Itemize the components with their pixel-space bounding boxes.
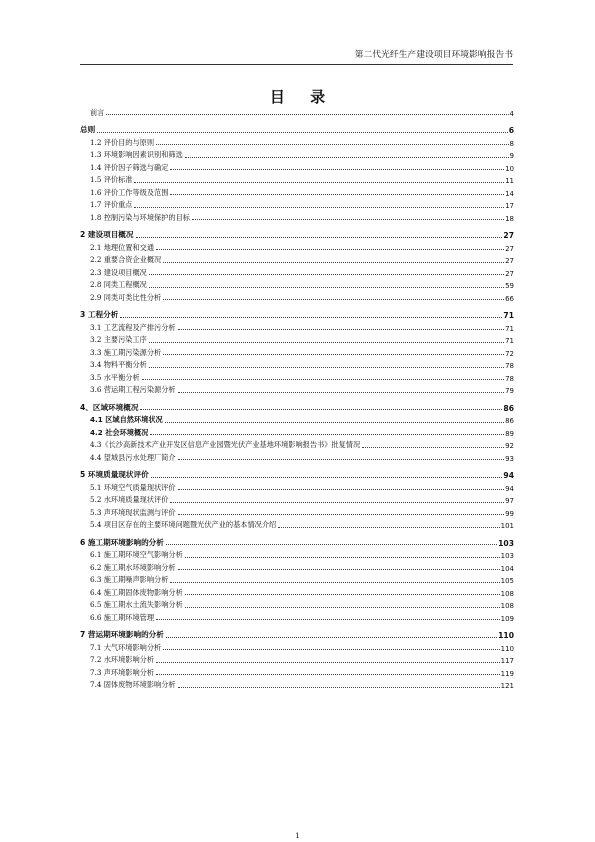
toc-section-entry[interactable]: [80, 610, 514, 623]
toc-entry-page: 66: [505, 294, 514, 303]
toc-entry-page: 89: [505, 429, 514, 438]
toc-section-entry[interactable]: [80, 290, 514, 303]
toc-entry-label: 3 工程分析: [80, 310, 119, 319]
dot-leader: [185, 557, 500, 558]
toc-entry-label: 5.2 水环境质量现状评价: [90, 495, 169, 504]
dot-leader: [185, 157, 509, 158]
toc-entry-label: 2.3 建设项目概况: [90, 267, 147, 277]
dot-leader: [156, 674, 500, 675]
dot-leader: [178, 687, 500, 688]
toc-section-entry[interactable]: [80, 105, 514, 118]
toc-entry-label: 2.8 同类工程概况: [90, 280, 147, 289]
toc-entry-label: 5.1 环境空气质量现状评价: [90, 482, 176, 492]
toc-entry-label: 7.2 水环境影响分析: [90, 655, 155, 664]
dot-leader: [156, 662, 500, 663]
toc-section-entry[interactable]: [80, 210, 514, 223]
dot-leader: [149, 287, 504, 288]
dot-leader: [362, 447, 504, 448]
toc-entry-page: 27: [505, 257, 514, 265]
toc-entry-page: 119: [500, 669, 514, 678]
toc-entry-page: 104: [500, 564, 514, 573]
toc-entry-label: 1.8 控制污染与环境保护的目标: [90, 212, 190, 222]
toc-entry-label: 6.2 施工期水环境影响分析: [90, 562, 176, 572]
toc-entry-label: 6.5 施工期水土流失影响分析: [90, 600, 183, 609]
toc-entry-page: 18: [505, 214, 514, 223]
toc-entry-label: 2.9 同类可类比性分析: [90, 292, 162, 302]
toc-section-entry[interactable]: [80, 173, 514, 186]
toc-entry-page: 27: [505, 244, 514, 253]
toc-entry-label: 5 环境质量现状评价: [80, 470, 149, 479]
toc-entry-label: 3.3 施工期污染源分析: [90, 347, 162, 357]
dot-leader: [170, 194, 504, 195]
toc-entry-label: 1.5 评价标准: [90, 175, 133, 184]
toc-entry-page: 109: [500, 614, 514, 623]
toc-section-entry[interactable]: [80, 665, 514, 678]
toc-entry-page: 78: [505, 374, 514, 383]
table-of-contents: [80, 105, 514, 690]
running-header: [80, 48, 513, 65]
toc-chapter-entry[interactable]: [80, 228, 514, 241]
page-footer: [0, 831, 595, 840]
toc-entry-page: 79: [505, 387, 514, 395]
toc-entry-page: 71: [505, 337, 514, 345]
toc-chapter-entry[interactable]: [80, 628, 514, 641]
dot-leader: [149, 342, 504, 343]
dot-leader: [192, 219, 504, 220]
toc-entry-label: 5.3 声环境现状监测与评价: [90, 507, 176, 517]
toc-entry-page: 14: [505, 189, 514, 198]
toc-chapter-entry[interactable]: [80, 308, 514, 321]
dot-leader: [278, 527, 499, 528]
toc-chapter-entry[interactable]: [80, 468, 514, 481]
toc-entry-page: 71: [503, 311, 514, 320]
dot-leader: [156, 619, 500, 620]
toc-entry-label: 3.6 营运期工程污染源分析: [90, 385, 176, 394]
toc-entry-page: 59: [505, 282, 514, 290]
toc-section-entry[interactable]: [80, 560, 514, 573]
toc-entry-label: 4.4 望城县污水处理厂简介: [90, 452, 176, 462]
toc-entry-label: 总则: [80, 125, 96, 134]
toc-section-entry[interactable]: [80, 253, 514, 266]
toc-entry-label: 6.4 施工期固体废物影响分析: [90, 587, 183, 597]
toc-section-entry[interactable]: [80, 265, 514, 278]
toc-section-entry[interactable]: [80, 358, 514, 371]
toc-section-entry[interactable]: [80, 518, 514, 531]
toc-entry-page: 94: [505, 484, 514, 493]
dot-leader: [165, 422, 504, 423]
toc-entry-label: 2 建设项目概况: [80, 230, 134, 239]
dot-leader: [166, 544, 497, 545]
toc-entry-page: 86: [505, 417, 514, 425]
toc-entry-label: 7 营运期环境影响的分析: [80, 630, 164, 639]
dot-leader: [178, 514, 504, 515]
toc-entry-label: 2.1 地理位置和交通: [90, 242, 155, 252]
toc-entry-page: 103: [500, 552, 514, 560]
toc-entry-page: 6: [508, 126, 514, 135]
toc-section-entry[interactable]: [80, 240, 514, 253]
dot-leader: [163, 649, 499, 650]
dot-leader: [97, 132, 508, 133]
toc-entry-page: 97: [505, 497, 514, 505]
toc-entry-label: 4.2 社会环境概况: [90, 427, 149, 437]
dot-leader: [166, 637, 497, 638]
dot-leader: [140, 409, 502, 410]
toc-section-entry[interactable]: [80, 598, 514, 611]
dot-leader: [150, 434, 504, 435]
toc-entry-label: 1.7 评价重点: [90, 200, 133, 209]
dot-leader: [106, 114, 508, 115]
toc-entry-page: 108: [500, 602, 514, 610]
dot-leader: [156, 249, 504, 250]
toc-section-entry[interactable]: [80, 148, 514, 161]
toc-entry-label: 6.1 施工期环境空气影响分析: [90, 550, 183, 559]
toc-entry-page: 9: [509, 152, 514, 160]
toc-entry-page: 10: [505, 164, 514, 173]
toc-section-entry[interactable]: [80, 198, 514, 211]
toc-entry-label: 6 施工期环境影响的分析: [80, 537, 164, 547]
toc-entry-label: 1.2 评价目的与原则: [90, 137, 155, 147]
dot-leader: [142, 379, 504, 380]
dot-leader: [149, 367, 504, 368]
toc-chapter-entry[interactable]: [80, 123, 514, 136]
toc-entry-page: 110: [500, 644, 514, 653]
dot-leader: [120, 317, 502, 318]
dot-leader: [134, 182, 504, 183]
toc-section-entry[interactable]: [80, 548, 514, 561]
page-title: 目 录: [269, 88, 336, 106]
dot-leader: [178, 569, 500, 570]
toc-section-entry[interactable]: [80, 653, 514, 666]
page-number: 1: [295, 831, 300, 840]
dot-leader: [149, 274, 504, 275]
dot-leader: [170, 582, 499, 583]
dot-leader: [178, 392, 504, 393]
dot-leader: [136, 237, 503, 238]
toc-section-entry[interactable]: [80, 345, 514, 358]
toc-entry-label: 6.3 施工期噪声影响分析: [90, 575, 169, 584]
toc-entry-label: 4.3《长沙高新技术产业开发区信息产业园暨光伏产业基地环境影响报告书》批复情况: [90, 440, 361, 449]
toc-entry-label: 4.1 区域自然环境状况: [90, 415, 163, 424]
toc-entry-label: 前言: [90, 107, 105, 117]
toc-entry-page: 4: [509, 109, 514, 118]
toc-entry-label: 5.4 项目区存在的主要环境问题暨光伏产业的基本情况介绍: [90, 520, 277, 529]
toc-section-entry[interactable]: [80, 505, 514, 518]
toc-entry-page: 94: [503, 471, 514, 480]
dot-leader: [170, 502, 504, 503]
toc-section-entry[interactable]: [80, 185, 514, 198]
toc-entry-page: 121: [500, 682, 514, 690]
dot-leader: [134, 207, 504, 208]
toc-section-entry[interactable]: [80, 585, 514, 598]
toc-entry-label: 7.4 固体废物环境影响分析: [90, 680, 176, 689]
header-title: 第二代光纤生产建设项目环境影响报告书: [354, 50, 513, 60]
dot-leader: [163, 299, 504, 300]
dot-leader: [178, 459, 504, 460]
toc-entry-page: 17: [505, 202, 514, 210]
toc-entry-page: 8: [509, 139, 514, 148]
toc-entry-page: 27: [505, 269, 514, 278]
toc-section-entry[interactable]: [80, 493, 514, 506]
toc-entry-page: 105: [500, 577, 514, 585]
toc-section-entry[interactable]: [80, 438, 514, 451]
toc-entry-page: 92: [505, 442, 514, 450]
toc-entry-page: 86: [503, 403, 514, 413]
toc-entry-page: 99: [505, 509, 514, 518]
toc-entry-label: 1.3 环境影响因素识别和筛选: [90, 150, 183, 159]
toc-entry-label: 3.5 水平衡分析: [90, 372, 140, 382]
toc-chapter-entry[interactable]: [80, 535, 514, 548]
toc-section-entry[interactable]: [80, 333, 514, 346]
dot-leader: [163, 262, 504, 263]
dot-leader: [163, 354, 504, 355]
dot-leader: [178, 329, 504, 330]
dot-leader: [185, 607, 500, 608]
toc-entry-label: 3.4 物料平衡分析: [90, 360, 147, 369]
toc-entry-label: 1.4 评价因子筛选与确定: [90, 162, 169, 172]
toc-section-entry[interactable]: [80, 160, 514, 173]
toc-entry-page: 71: [505, 324, 514, 333]
toc-entry-label: 3.1 工艺流程及产排污分析: [90, 322, 176, 332]
dot-leader: [156, 144, 509, 145]
dot-leader: [170, 169, 504, 170]
toc-section-entry[interactable]: [80, 383, 514, 396]
toc-entry-page: 27: [503, 231, 514, 240]
toc-entry-page: 110: [498, 631, 514, 640]
toc-section-entry[interactable]: [80, 370, 514, 383]
toc-entry-label: 7.3 声环境影响分析: [90, 667, 155, 677]
toc-section-entry[interactable]: [80, 278, 514, 291]
toc-section-entry[interactable]: [80, 678, 514, 691]
toc-chapter-entry[interactable]: [80, 400, 514, 413]
toc-section-entry[interactable]: [80, 413, 514, 426]
toc-entry-label: 6.6 施工期环境管理: [90, 612, 155, 622]
toc-section-entry[interactable]: [80, 425, 514, 438]
toc-entry-page: 103: [498, 538, 514, 548]
toc-entry-page: 72: [505, 349, 514, 358]
toc-entry-label: 4、区域环境概况: [80, 402, 139, 412]
dot-leader: [178, 489, 504, 490]
toc-entry-page: 101: [500, 522, 514, 530]
toc-section-entry[interactable]: [80, 135, 514, 148]
dot-leader: [185, 594, 500, 595]
toc-entry-label: 1.6 评价工作等级及范围: [90, 187, 169, 197]
toc-entry-label: 7.1 大气环境影响分析: [90, 642, 162, 652]
dot-leader: [151, 477, 503, 478]
toc-entry-label: 3.2 主要污染工序: [90, 335, 147, 344]
toc-entry-page: 117: [500, 657, 514, 665]
toc-entry-page: 11: [505, 177, 514, 185]
toc-entry-label: 2.2 重要合资企业概况: [90, 255, 162, 264]
toc-entry-page: 93: [505, 454, 514, 463]
toc-section-entry[interactable]: [80, 640, 514, 653]
toc-section-entry[interactable]: [80, 450, 514, 463]
toc-section-entry[interactable]: [80, 480, 514, 493]
toc-entry-page: 78: [505, 362, 514, 370]
toc-section-entry[interactable]: [80, 573, 514, 586]
toc-section-entry[interactable]: [80, 320, 514, 333]
toc-entry-page: 108: [500, 589, 514, 598]
